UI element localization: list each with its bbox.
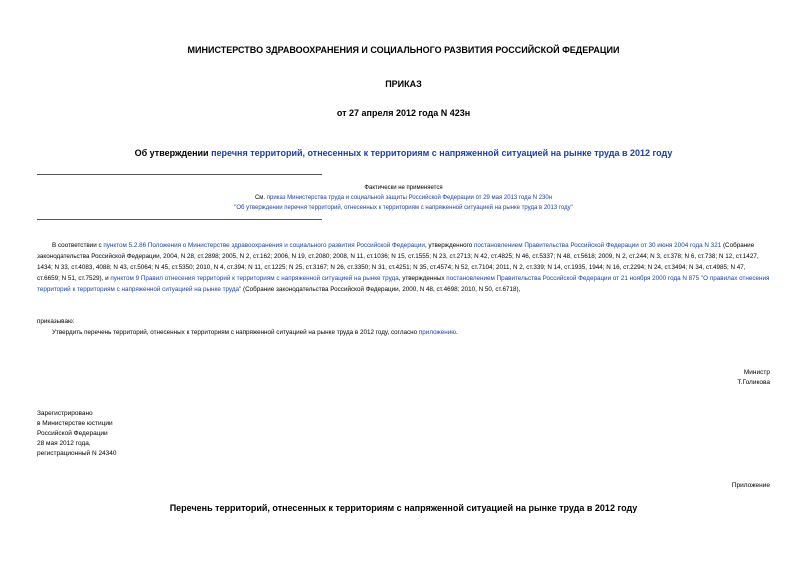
appendix-title: Перечень территорий, отнесенных к территориям с напряженной ситуацией на рынке труда в 2012 году [169, 503, 638, 513]
notice-status-text: Фактически не применяется [364, 185, 443, 191]
signature-name: Т.Голикова [737, 379, 770, 386]
registration-line-3: Российской Федерации [37, 430, 108, 437]
order-word: приказываю: [37, 318, 75, 325]
registration-line-5: регистрационный N 24340 [37, 450, 117, 457]
preamble-text-3: (Собрание законодательства Российской Федерации, 2004, N 28, ст.2898; 2005, N 2, ст.162; 2006, N 19, ст.2080; 2008, N 11, ст.1036; N 15, ст.1555; N 23, ст.2713; N 42, ст.4825; N 46, ст.5337; N 48, ст.5618; 2009, N 2, ст.244; N 3, ст.378; N 6, ст.738; N 12, ст.1427, 1434; N 33, ст.4083, 4088; N 43, ст.5064; N 45, ст.5350; 2010, N 4, ст.394; N 11, ст.1225; N 25, ст.3167; N 26, ст.3350; N 31, ст.4251; N 35, ст.4574; N 52, ст.7104; 2011, N 2, ст.339; N 14, ст.1935, 1944; N 16, ст.2294; N 24, ст.3494; N 34, ст.4985; N 47, ст.6659; N 51, ст.7529), и [37, 242, 759, 282]
signature-position: Министр [743, 369, 770, 376]
registration-block [37, 409, 117, 459]
appendix-link[interactable]: приложению [418, 329, 456, 336]
registration-line-1: Зарегистрировано [37, 410, 93, 417]
government-decree-321-link[interactable]: постановлением Правительства Российской Федерации от 30 июня 2004 года N 321 [474, 242, 722, 249]
ministry-name: МИНИСТЕРСТВО ЗДРАВООХРАНЕНИЯ И СОЦИАЛЬНОГО РАЗВИТИЯ РОССИЙСКОЙ ФЕДЕРАЦИИ [187, 45, 620, 55]
preamble-text-1: В соответствии с [52, 242, 104, 249]
title-prefix: Об утверждении [134, 148, 212, 158]
title-link[interactable]: перечня территорий, отнесенных к территориям с напряженной ситуацией на рынке труда в 2012 году [211, 148, 673, 158]
notice-order-title-line [0, 203, 807, 213]
rules-clause-9-link[interactable]: пунктом 9 Правил отнесения территорий к территориям с напряженной ситуацией на рынке труда [110, 275, 399, 282]
approve-statement [37, 327, 770, 338]
preamble-paragraph [37, 240, 770, 295]
notice-order-title-link[interactable]: "Об утверждении перечня территорий, отнесенных к территориям с напряженной ситуацией на рынке труда в 2013 году" [234, 205, 573, 211]
registration-line-4: 28 мая 2012 года, [37, 440, 91, 447]
approve-text: Утвердить перечень территорий, отнесенных к территориям с напряженной ситуацией на рынке труда в 2012 году, согласно [52, 329, 419, 336]
registration-line-2: в Министерстве юстиции [37, 420, 113, 427]
preamble [37, 240, 770, 295]
status-notice [0, 183, 807, 213]
notice-order-link[interactable]: приказ Министерства труда и социальной защиты Российской Федерации от 29 мая 2013 года N 230н [266, 195, 553, 201]
divider-top [37, 174, 322, 175]
appendix-label: Приложение [731, 482, 770, 489]
approve-paragraph [37, 327, 770, 338]
notice-reference-line [0, 193, 807, 203]
notice-see-text: См. [254, 195, 267, 201]
document-date-number: от 27 апреля 2012 года N 423н [336, 108, 471, 118]
regulation-clause-link[interactable]: пунктом 5.2.86 Положения о Министерстве здравоохранения и социального развития Российской Федерации [103, 242, 425, 249]
document-title [0, 148, 807, 158]
government-decree-875-link[interactable]: постановлением Правительства Российской Федерации от 21 ноября 2000 года N 875 "О правилах отнесения территорий к территориям с напряженной ситуацией на рынке труда" [37, 275, 770, 293]
preamble-text-4: , утвержденных [398, 275, 447, 282]
preamble-text-2: , утвержденного [424, 242, 475, 249]
signature-block [737, 368, 770, 388]
preamble-text-5: (Собрание законодательства Российской Федерации, 2000, N 48, ст.4698; 2010, N 50, ст.6718), [241, 286, 521, 293]
approve-end: . [455, 329, 458, 336]
divider-bottom [37, 219, 322, 220]
document-type: ПРИКАЗ [385, 79, 422, 89]
